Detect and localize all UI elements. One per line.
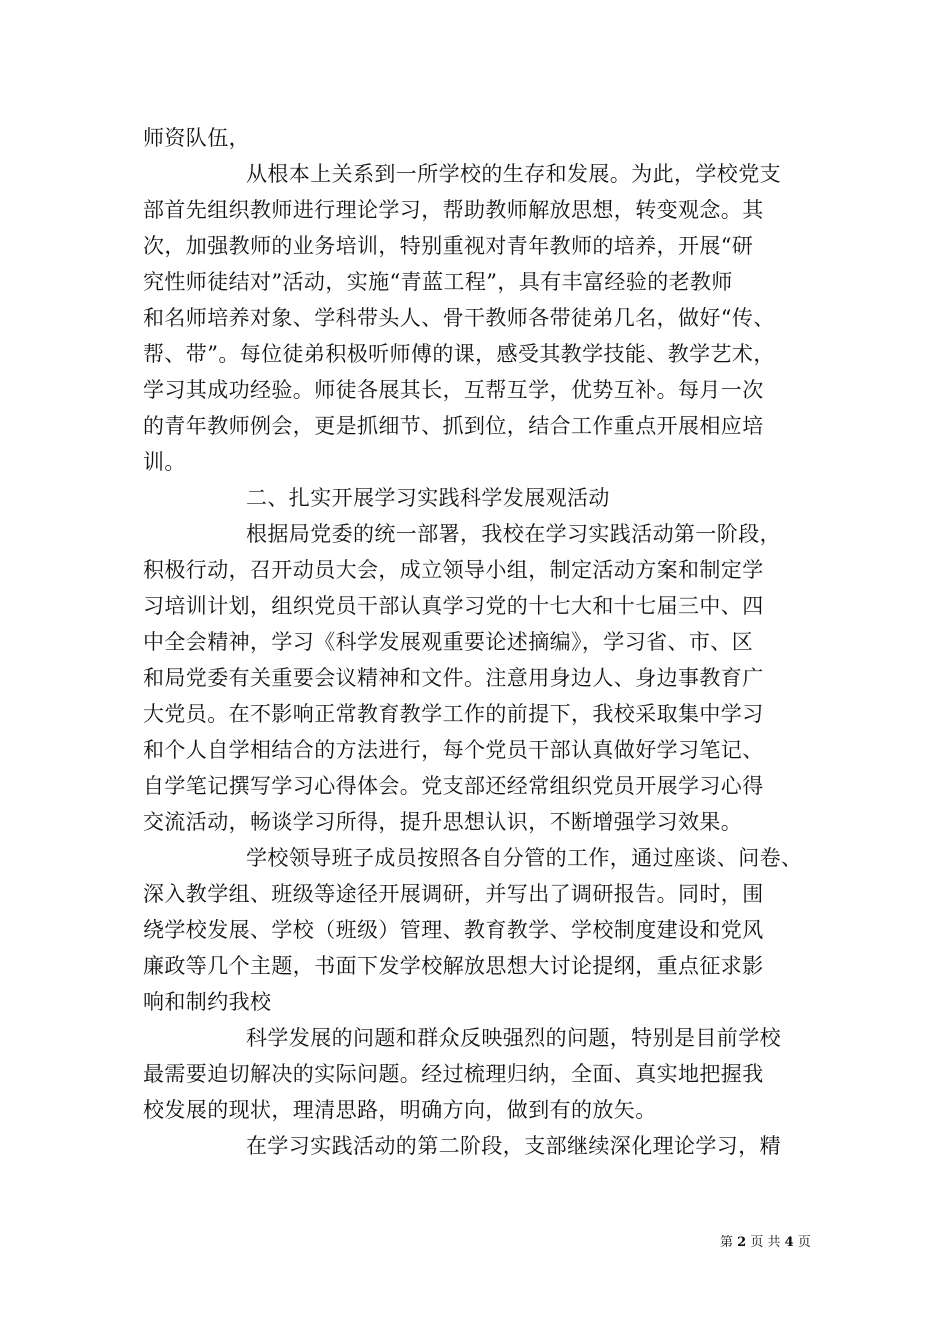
total-pages-number: 4 <box>784 1235 794 1250</box>
text-line: 校发展的现状，理清思路，明确方向，做到有的放矢。 <box>143 1098 657 1122</box>
text-line: 大党员。在不影响正常教育教学工作的前提下，我校采取集中学习 <box>143 702 764 726</box>
text-line: 次，加强教师的业务培训，特别重视对青年教师的培养，开展“研 <box>143 234 754 258</box>
text-line: 交流活动，畅谈学习所得，提升思想认识，不断增强学习效果。 <box>143 810 743 834</box>
text-line: 习培训计划，组织党员干部认真学习党的十七大和十七届三中、四 <box>143 594 764 618</box>
text-line: 响和制约我校 <box>143 990 272 1014</box>
paragraph-start: 根据局党委的统一部署，我校在学习实践活动第一阶段， <box>246 522 781 546</box>
current-page-number: 2 <box>737 1235 747 1250</box>
text-line: 究性师徒结对”活动，实施“青蓝工程”，具有丰富经验的老教师 <box>143 270 733 294</box>
footer-prefix: 第 <box>720 1235 734 1250</box>
text-line: 帮、带”。每位徒弟积极听师傅的课，感受其教学技能、教学艺术， <box>143 342 775 366</box>
footer-middle: 页 共 <box>750 1235 781 1250</box>
page-footer <box>720 1235 811 1251</box>
text-line: 部首先组织教师进行理论学习，帮助教师解放思想，转变观念。其 <box>143 198 764 222</box>
text-line: 深入教学组、班级等途径开展调研，并写出了调研报告。同时，围 <box>143 882 764 906</box>
text-line: 最需要迫切解决的实际问题。经过梳理归纳，全面、真实地把握我 <box>143 1062 764 1086</box>
paragraph-start: 学校领导班子成员按照各自分管的工作，通过座谈、问卷、 <box>246 846 803 870</box>
text-line: 廉政等几个主题，书面下发学校解放思想大讨论提纲，重点征求影 <box>143 954 764 978</box>
text-line: 和名师培养对象、学科带头人、骨干教师各带徒弟几名，做好“传、 <box>143 306 775 330</box>
text-line: 师资队伍， <box>143 126 250 150</box>
paragraph-start: 在学习实践活动的第二阶段，支部继续深化理论学习，精 <box>246 1134 781 1158</box>
text-line: 学习其成功经验。师徒各展其长，互帮互学，优势互补。每月一次 <box>143 378 764 402</box>
paragraph-start: 从根本上关系到一所学校的生存和发展。为此，学校党支 <box>246 162 781 186</box>
text-line: 积极行动，召开动员大会，成立领导小组，制定活动方案和制定学 <box>143 558 764 582</box>
footer-suffix: 页 <box>797 1235 811 1250</box>
text-line: 训。 <box>143 450 186 474</box>
text-line: 中全会精神，学习《科学发展观重要论述摘编》，学习省、市、区 <box>143 630 754 654</box>
text-line: 和局党委有关重要会议精神和文件。注意用身边人、身边事教育广 <box>143 666 764 690</box>
text-line: 绕学校发展、学校（班级）管理、教育教学、学校制度建设和党风 <box>143 918 764 942</box>
text-line: 的青年教师例会，更是抓细节、抓到位，结合工作重点开展相应培 <box>143 414 764 438</box>
text-line: 自学笔记撰写学习心得体会。党支部还经常组织党员开展学习心得 <box>143 774 764 798</box>
section-heading: 二、扎实开展学习实践科学发展观活动 <box>246 486 610 510</box>
text-line: 和个人自学相结合的方法进行，每个党员干部认真做好学习笔记、 <box>143 738 764 762</box>
paragraph-start: 科学发展的问题和群众反映强烈的问题，特别是目前学校 <box>246 1026 781 1050</box>
